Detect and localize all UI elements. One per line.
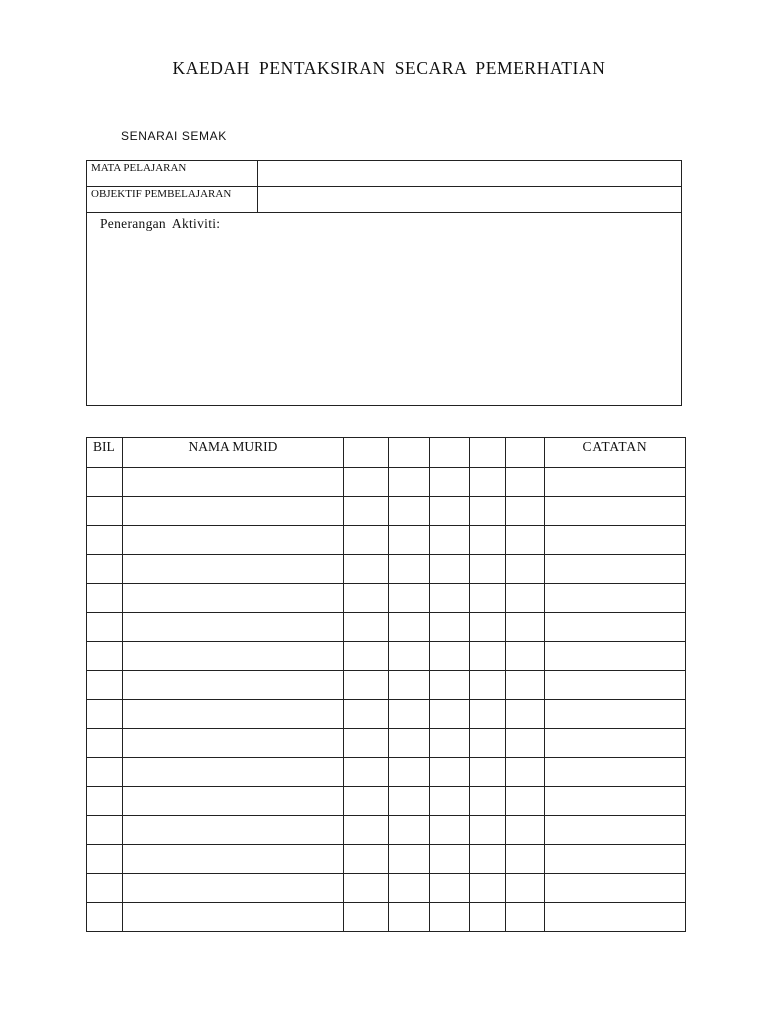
nama-murid-cell[interactable]: [123, 758, 344, 787]
criteria-5-cell[interactable]: [506, 526, 545, 555]
criteria-3-cell[interactable]: [430, 700, 470, 729]
bil-cell[interactable]: [87, 497, 123, 526]
bil-cell[interactable]: [87, 613, 123, 642]
table-row: [87, 497, 686, 526]
catatan-cell[interactable]: [545, 816, 686, 845]
criteria-1-cell[interactable]: [344, 555, 389, 584]
criteria-4-cell[interactable]: [470, 758, 506, 787]
criteria-3-cell[interactable]: [430, 903, 470, 932]
bil-cell[interactable]: [87, 874, 123, 903]
criteria-3-cell[interactable]: [430, 874, 470, 903]
criteria-3-cell[interactable]: [430, 526, 470, 555]
criteria-3-cell[interactable]: [430, 497, 470, 526]
catatan-cell[interactable]: [545, 497, 686, 526]
criteria-2-cell[interactable]: [389, 787, 430, 816]
table-row: [87, 903, 686, 932]
criteria-4-cell[interactable]: [470, 497, 506, 526]
criteria-1-cell[interactable]: [344, 729, 389, 758]
header-criteria-3: [430, 438, 470, 468]
table-row: [87, 729, 686, 758]
criteria-4-cell[interactable]: [470, 642, 506, 671]
criteria-5-cell[interactable]: [506, 468, 545, 497]
criteria-1-cell[interactable]: [344, 903, 389, 932]
criteria-3-cell[interactable]: [430, 758, 470, 787]
catatan-cell[interactable]: [545, 584, 686, 613]
criteria-5-cell[interactable]: [506, 555, 545, 584]
criteria-4-cell[interactable]: [470, 787, 506, 816]
criteria-2-cell[interactable]: [389, 700, 430, 729]
criteria-4-cell[interactable]: [470, 584, 506, 613]
nama-murid-cell[interactable]: [123, 497, 344, 526]
header-criteria-1: [344, 438, 389, 468]
nama-murid-cell[interactable]: [123, 526, 344, 555]
bil-cell[interactable]: [87, 700, 123, 729]
catatan-cell[interactable]: [545, 642, 686, 671]
bil-cell[interactable]: [87, 468, 123, 497]
criteria-1-cell[interactable]: [344, 468, 389, 497]
criteria-1-cell[interactable]: [344, 497, 389, 526]
criteria-1-cell[interactable]: [344, 845, 389, 874]
nama-murid-cell[interactable]: [123, 700, 344, 729]
criteria-2-cell[interactable]: [389, 758, 430, 787]
table-row: [87, 700, 686, 729]
criteria-3-cell[interactable]: [430, 816, 470, 845]
criteria-2-cell[interactable]: [389, 903, 430, 932]
criteria-4-cell[interactable]: [470, 729, 506, 758]
bil-cell[interactable]: [87, 526, 123, 555]
objective-label: OBJEKTIF PEMBELAJARAN: [91, 188, 232, 200]
catatan-cell[interactable]: [545, 729, 686, 758]
criteria-2-cell[interactable]: [389, 613, 430, 642]
criteria-5-cell[interactable]: [506, 613, 545, 642]
table-header-row: [87, 438, 686, 468]
table-row: [87, 642, 686, 671]
criteria-4-cell[interactable]: [470, 816, 506, 845]
criteria-5-cell[interactable]: [506, 758, 545, 787]
catatan-cell[interactable]: [545, 671, 686, 700]
criteria-4-cell[interactable]: [470, 845, 506, 874]
bil-cell[interactable]: [87, 787, 123, 816]
criteria-5-cell[interactable]: [506, 700, 545, 729]
nama-murid-cell[interactable]: [123, 816, 344, 845]
catatan-cell[interactable]: [545, 700, 686, 729]
criteria-3-cell[interactable]: [430, 468, 470, 497]
page-title: KAEDAH PENTAKSIRAN SECARA PEMERHATIAN: [172, 58, 606, 78]
criteria-2-cell[interactable]: [389, 671, 430, 700]
criteria-4-cell[interactable]: [470, 555, 506, 584]
nama-murid-cell[interactable]: [123, 729, 344, 758]
table-row: [87, 845, 686, 874]
criteria-2-cell[interactable]: [389, 555, 430, 584]
header-criteria-2: [389, 438, 430, 468]
catatan-cell[interactable]: [545, 468, 686, 497]
bil-cell[interactable]: [87, 729, 123, 758]
bil-cell[interactable]: [87, 671, 123, 700]
header-criteria-4: [470, 438, 506, 468]
catatan-cell[interactable]: [545, 874, 686, 903]
nama-murid-cell[interactable]: [123, 468, 344, 497]
criteria-5-cell[interactable]: [506, 729, 545, 758]
header-nama-murid: NAMA MURID: [123, 438, 344, 468]
criteria-3-cell[interactable]: [430, 787, 470, 816]
nama-murid-cell[interactable]: [123, 671, 344, 700]
table-row: [87, 584, 686, 613]
criteria-4-cell[interactable]: [470, 468, 506, 497]
bil-cell[interactable]: [87, 584, 123, 613]
bil-cell[interactable]: [87, 903, 123, 932]
objective-row: [87, 187, 681, 213]
criteria-2-cell[interactable]: [389, 526, 430, 555]
criteria-4-cell[interactable]: [470, 903, 506, 932]
info-column-divider: [257, 161, 258, 213]
criteria-1-cell[interactable]: [344, 758, 389, 787]
table-row: [87, 468, 686, 497]
nama-murid-cell[interactable]: [123, 555, 344, 584]
criteria-2-cell[interactable]: [389, 874, 430, 903]
criteria-5-cell[interactable]: [506, 874, 545, 903]
info-box: [86, 160, 682, 406]
criteria-1-cell[interactable]: [344, 584, 389, 613]
catatan-cell[interactable]: [545, 526, 686, 555]
table-row: [87, 526, 686, 555]
criteria-5-cell[interactable]: [506, 816, 545, 845]
criteria-1-cell[interactable]: [344, 816, 389, 845]
criteria-2-cell[interactable]: [389, 845, 430, 874]
nama-murid-cell[interactable]: [123, 903, 344, 932]
criteria-3-cell[interactable]: [430, 729, 470, 758]
table-row: [87, 613, 686, 642]
nama-murid-cell[interactable]: [123, 642, 344, 671]
student-checklist-table: [86, 437, 686, 932]
criteria-4-cell[interactable]: [470, 526, 506, 555]
criteria-3-cell[interactable]: [430, 613, 470, 642]
table-row: [87, 874, 686, 903]
catatan-cell[interactable]: [545, 787, 686, 816]
bil-cell[interactable]: [87, 845, 123, 874]
catatan-cell[interactable]: [545, 903, 686, 932]
criteria-2-cell[interactable]: [389, 497, 430, 526]
subject-field[interactable]: [259, 161, 681, 186]
catatan-cell[interactable]: [545, 845, 686, 874]
criteria-1-cell[interactable]: [344, 671, 389, 700]
criteria-4-cell[interactable]: [470, 874, 506, 903]
criteria-1-cell[interactable]: [344, 874, 389, 903]
criteria-2-cell[interactable]: [389, 642, 430, 671]
page-subtitle: SENARAI SEMAK: [121, 129, 227, 143]
criteria-5-cell[interactable]: [506, 671, 545, 700]
table-row: [87, 787, 686, 816]
header-bil: BIL: [87, 438, 123, 468]
criteria-5-cell[interactable]: [506, 584, 545, 613]
criteria-1-cell[interactable]: [344, 526, 389, 555]
criteria-5-cell[interactable]: [506, 787, 545, 816]
catatan-cell[interactable]: [545, 758, 686, 787]
activity-label: Penerangan Aktiviti:: [100, 216, 221, 231]
criteria-4-cell[interactable]: [470, 700, 506, 729]
table-row: [87, 555, 686, 584]
bil-cell[interactable]: [87, 555, 123, 584]
subject-label: MATA PELAJARAN: [91, 162, 187, 174]
table-row: [87, 758, 686, 787]
criteria-1-cell[interactable]: [344, 700, 389, 729]
criteria-4-cell[interactable]: [470, 613, 506, 642]
bil-cell[interactable]: [87, 758, 123, 787]
header-criteria-5: [506, 438, 545, 468]
bil-cell[interactable]: [87, 816, 123, 845]
criteria-5-cell[interactable]: [506, 497, 545, 526]
nama-murid-cell[interactable]: [123, 613, 344, 642]
criteria-2-cell[interactable]: [389, 584, 430, 613]
criteria-1-cell[interactable]: [344, 642, 389, 671]
criteria-1-cell[interactable]: [344, 613, 389, 642]
header-catatan: CATATAN: [545, 438, 686, 468]
subject-row: [87, 161, 681, 187]
criteria-2-cell[interactable]: [389, 729, 430, 758]
nama-murid-cell[interactable]: [123, 584, 344, 613]
criteria-3-cell[interactable]: [430, 671, 470, 700]
criteria-3-cell[interactable]: [430, 845, 470, 874]
criteria-2-cell[interactable]: [389, 468, 430, 497]
table-row: [87, 816, 686, 845]
criteria-3-cell[interactable]: [430, 555, 470, 584]
criteria-5-cell[interactable]: [506, 903, 545, 932]
criteria-1-cell[interactable]: [344, 787, 389, 816]
catatan-cell[interactable]: [545, 613, 686, 642]
nama-murid-cell[interactable]: [123, 845, 344, 874]
criteria-5-cell[interactable]: [506, 845, 545, 874]
catatan-cell[interactable]: [545, 555, 686, 584]
table-row: [87, 671, 686, 700]
objective-field[interactable]: [259, 187, 681, 212]
criteria-2-cell[interactable]: [389, 816, 430, 845]
bil-cell[interactable]: [87, 642, 123, 671]
criteria-3-cell[interactable]: [430, 584, 470, 613]
criteria-5-cell[interactable]: [506, 642, 545, 671]
criteria-4-cell[interactable]: [470, 671, 506, 700]
nama-murid-cell[interactable]: [123, 787, 344, 816]
nama-murid-cell[interactable]: [123, 874, 344, 903]
criteria-3-cell[interactable]: [430, 642, 470, 671]
